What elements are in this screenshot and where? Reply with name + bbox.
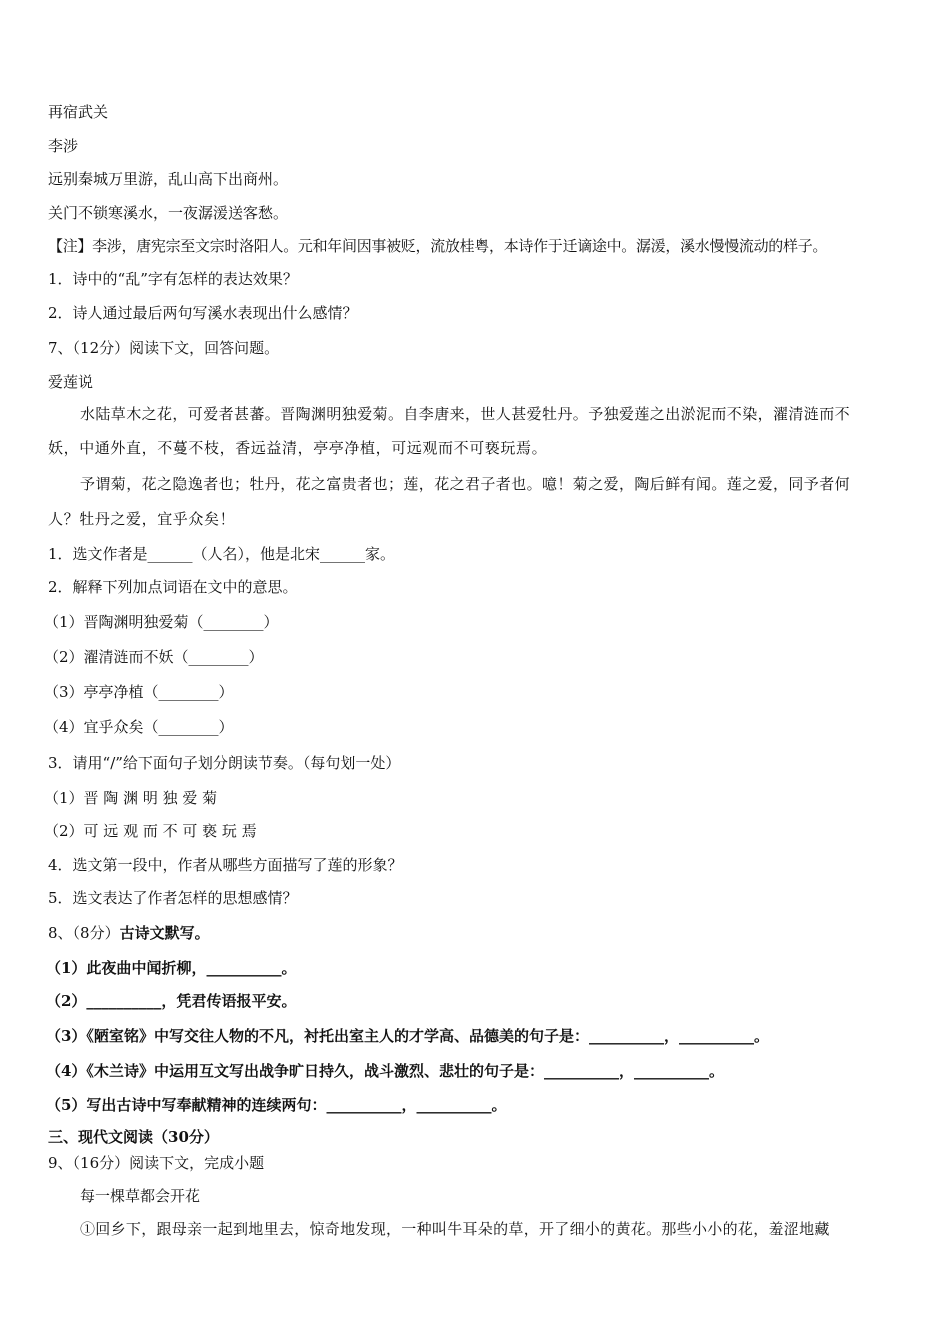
q9-paragraph-1: ①回乡下，跟母亲一起到地里去，惊奇地发现，一种叫牛耳朵的草，开了细小的黄花。那些小小的花，羞涩地藏: [80, 1220, 830, 1238]
q7-sub-2-item-4: （4）宜乎众矣（________）: [44, 718, 234, 736]
q7-sub-3-item-2: （2）可 远 观 而 不 可 亵 玩 焉: [44, 822, 257, 840]
q8-item-1: （1）此夜曲中闻折柳，__________。: [46, 959, 297, 977]
q9-passage-title: 每一棵草都会开花: [80, 1187, 201, 1205]
q9-header: 9、（16分）阅读下文，完成小题: [48, 1154, 265, 1172]
q7-paragraph-2a: 予谓菊，花之隐逸者也；牡丹，花之富贵者也；莲，花之君子者也。噫！菊之爱，陶后鲜有闻。莲之爱，同予者何: [80, 475, 851, 493]
poem-author: 李涉: [48, 137, 79, 155]
poem-line-1: 远别秦城万里游，乱山高下出商州。: [48, 170, 289, 188]
q7-sub-1: 1．选文作者是______（人名），他是北宋______家。: [48, 545, 396, 563]
q8-item-5: （5）写出古诗中写奉献精神的连续两句：__________，__________。: [46, 1096, 507, 1114]
q8-header-text: 古诗文默写。: [119, 924, 210, 942]
q8-item-3: （3）《陋室铭》中写交往人物的不凡，衬托出室主人的才学高、品德美的句子是：__________，__________。: [46, 1027, 769, 1045]
q7-paragraph-1b: 妖，中通外直，不蔓不枝，香远益清，亭亭净植，可远观而不可亵玩焉。: [48, 439, 548, 457]
q7-sub-2-item-2: （2）濯清涟而不妖（________）: [44, 648, 264, 666]
q8-header: [48, 925, 210, 942]
poem-title: 再宿武关: [48, 103, 109, 121]
q7-paragraph-2b: 人？牡丹之爱，宜乎众矣！: [48, 510, 236, 528]
q8-item-4: （4）《木兰诗》中运用互文写出战争旷日持久，战斗激烈、悲壮的句子是：__________，__________。: [46, 1062, 724, 1080]
q7-sub-3-item-1: （1）晋 陶 渊 明 独 爱 菊: [44, 789, 218, 807]
section-3-heading: 三、现代文阅读（30分）: [48, 1128, 219, 1146]
q7-sub-5: 5．选文表达了作者怎样的思想感情？: [48, 889, 298, 907]
q7-paragraph-1a: 水陆草木之花，可爱者甚蕃。晋陶渊明独爱菊。自李唐来，世人甚爱牡丹。予独爱莲之出淤泥而不染，濯清涟而不: [80, 405, 851, 423]
q7-sub-4: 4．选文第一段中，作者从哪些方面描写了莲的形象？: [48, 856, 403, 874]
poem-question-2: 2．诗人通过最后两句写溪水表现出什么感情？: [48, 304, 358, 322]
q7-sub-2-item-1: （1）晋陶渊明独爱菊（________）: [44, 613, 279, 631]
q8-header-score: 8、（8分）: [48, 924, 120, 942]
q7-sub-2-item-3: （3）亭亭净植（________）: [44, 683, 234, 701]
poem-line-2: 关门不锁寒溪水，一夜潺湲送客愁。: [48, 204, 289, 222]
q7-passage-title: 爱莲说: [48, 373, 94, 391]
q7-sub-3: 3．请用“/”给下面句子划分朗读节奏。（每句划一处）: [48, 754, 401, 772]
q8-item-2: （2）__________，凭君传语报平安。: [46, 992, 297, 1010]
q7-sub-2: 2．解释下列加点词语在文中的意思。: [48, 578, 298, 596]
poem-question-1: 1．诗中的“乱”字有怎样的表达效果？: [48, 270, 298, 288]
poem-note: 【注】李涉，唐宪宗至文宗时洛阳人。元和年间因事被贬，流放桂粤，本诗作于迁谪途中。潺湲，溪水慢慢流动的样子。: [48, 237, 828, 255]
q7-header: 7、（12分）阅读下文，回答问题。: [48, 339, 280, 357]
